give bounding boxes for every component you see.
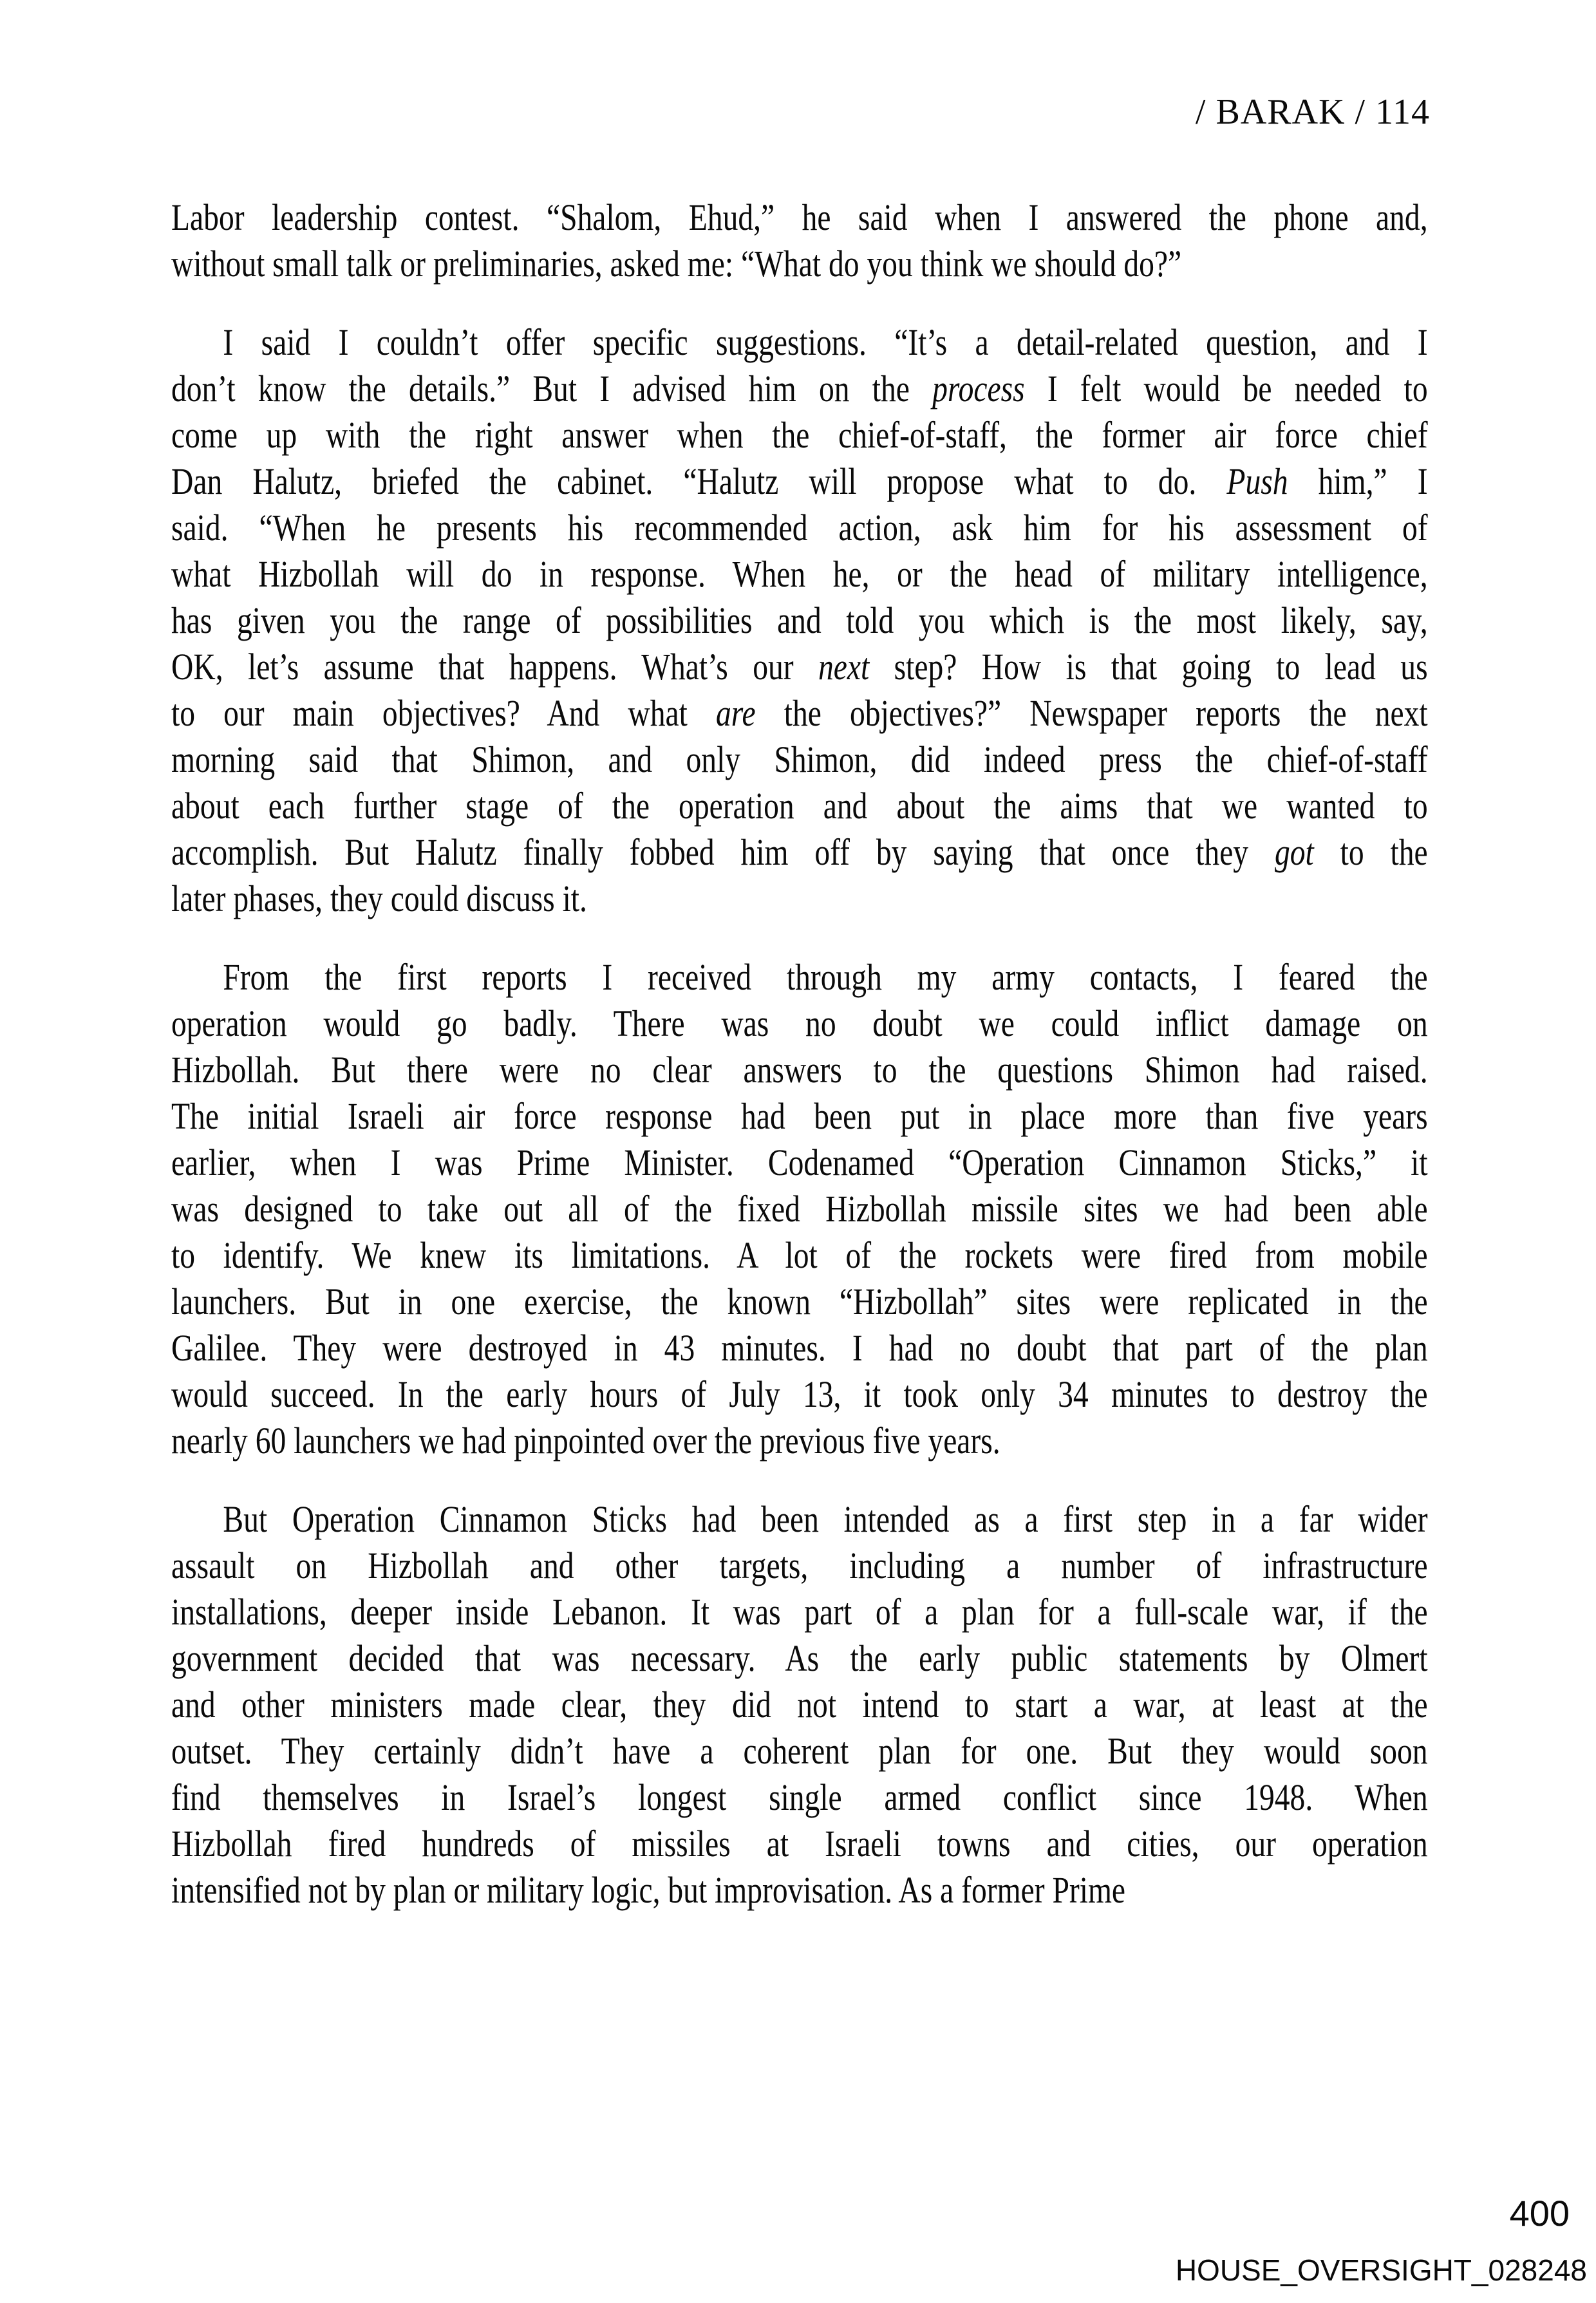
text-segment: I said I couldn’t offer specific suggestions. “It’s a detail-related question, and I bbox=[223, 321, 1428, 363]
text-line bbox=[171, 458, 1428, 505]
italic-text: process bbox=[932, 368, 1025, 409]
paragraph bbox=[171, 319, 1428, 922]
text-line bbox=[171, 644, 1428, 690]
text-segment: later phases, they could discuss it. bbox=[171, 878, 587, 919]
text-line bbox=[171, 876, 1428, 922]
text-line bbox=[171, 597, 1428, 644]
text-line bbox=[171, 1279, 1428, 1325]
running-header: / BARAK / 114 bbox=[1195, 92, 1430, 132]
text-segment: to identify. We knew its limitations. A lot of the rockets were fired from mobile bbox=[171, 1234, 1428, 1276]
text-segment: earlier, when I was Prime Minister. Codenamed “Operation Cinnamon Sticks,” it bbox=[171, 1142, 1428, 1183]
text-line bbox=[171, 551, 1428, 597]
text-line bbox=[171, 1325, 1428, 1371]
text-line bbox=[171, 1589, 1428, 1635]
text-segment: the objectives?” Newspaper reports the next bbox=[755, 692, 1428, 734]
italic-text: got bbox=[1274, 831, 1314, 873]
text-segment: what Hizbollah will do in response. When he, or the head of military intelligence, bbox=[171, 553, 1428, 595]
text-line bbox=[171, 829, 1428, 876]
text-segment: Dan Halutz, briefed the cabinet. “Halutz will propose what to do. bbox=[171, 460, 1227, 502]
paragraph bbox=[171, 1496, 1428, 1913]
text-segment: I felt would be needed to bbox=[1024, 368, 1428, 409]
paragraph bbox=[171, 954, 1428, 1464]
bates-stamp: HOUSE_OVERSIGHT_028248 bbox=[1175, 2253, 1587, 2287]
text-line bbox=[171, 1186, 1428, 1232]
text-segment: said. “When he presents his recommended action, ask him for his assessment of bbox=[171, 507, 1428, 549]
text-line bbox=[171, 1682, 1428, 1728]
text-segment: would succeed. In the early hours of July 13, it took only 34 minutes to destroy the bbox=[171, 1373, 1428, 1415]
text-line bbox=[171, 241, 1428, 287]
text-line bbox=[171, 1728, 1428, 1774]
document-body bbox=[171, 194, 1428, 1913]
text-line bbox=[171, 1047, 1428, 1093]
text-line bbox=[171, 1001, 1428, 1047]
text-segment: and other ministers made clear, they did not intend to start a war, at least at the bbox=[171, 1684, 1428, 1725]
text-line bbox=[171, 1371, 1428, 1418]
text-segment: intensified not by plan or military logic, but improvisation. As a former Prime bbox=[171, 1869, 1126, 1911]
text-line bbox=[171, 1821, 1428, 1867]
italic-text: next bbox=[818, 646, 870, 688]
text-segment: Labor leadership contest. “Shalom, Ehud,” he said when I answered the phone and, bbox=[171, 196, 1428, 238]
text-segment: morning said that Shimon, and only Shimon, did indeed press the chief-of-staff bbox=[171, 738, 1428, 780]
text-line bbox=[171, 1774, 1428, 1821]
text-segment: step? How is that going to lead us bbox=[869, 646, 1428, 688]
text-segment: assault on Hizbollah and other targets, including a number of infrastructure bbox=[171, 1545, 1428, 1586]
text-segment: nearly 60 launchers we had pinpointed over the previous five years. bbox=[171, 1420, 1000, 1462]
text-line bbox=[171, 1867, 1428, 1913]
text-segment: find themselves in Israel’s longest single armed conflict since 1948. When bbox=[171, 1776, 1428, 1818]
text-segment: OK, let’s assume that happens. What’s our bbox=[171, 646, 819, 688]
text-line bbox=[171, 1140, 1428, 1186]
italic-text: Push bbox=[1226, 460, 1288, 502]
text-segment: has given you the range of possibilities and told you which is the most likely, say, bbox=[171, 599, 1428, 641]
text-segment: him,” I bbox=[1288, 460, 1428, 502]
italic-text: are bbox=[715, 692, 756, 734]
text-line bbox=[171, 1232, 1428, 1279]
text-segment: The initial Israeli air force response had been put in place more than five years bbox=[171, 1095, 1428, 1137]
text-segment: about each further stage of the operation and about the aims that we wanted to bbox=[171, 785, 1428, 827]
text-line bbox=[171, 954, 1428, 1001]
text-segment: Hizbollah fired hundreds of missiles at Israeli towns and cities, our operation bbox=[171, 1823, 1428, 1865]
text-line bbox=[171, 412, 1428, 458]
text-line bbox=[171, 1543, 1428, 1589]
text-segment: to the bbox=[1313, 831, 1428, 873]
text-line bbox=[171, 505, 1428, 551]
page-number: 400 bbox=[1509, 2193, 1570, 2233]
text-line bbox=[171, 1418, 1428, 1464]
text-segment: launchers. But in one exercise, the known “Hizbollah” sites were replicated in the bbox=[171, 1281, 1428, 1322]
text-segment: accomplish. But Halutz finally fobbed him off by saying that once they bbox=[171, 831, 1275, 873]
text-segment: government decided that was necessary. As the early public statements by Olmert bbox=[171, 1637, 1428, 1679]
text-segment: operation would go badly. There was no doubt we could inflict damage on bbox=[171, 1002, 1428, 1044]
paragraph bbox=[171, 194, 1428, 287]
text-segment: Hizbollah. But there were no clear answers to the questions Shimon had raised. bbox=[171, 1049, 1428, 1091]
text-line bbox=[171, 690, 1428, 737]
text-segment: don’t know the details.” But I advised him on the bbox=[171, 368, 933, 409]
text-segment: Galilee. They were destroyed in 43 minutes. I had no doubt that part of the plan bbox=[171, 1327, 1428, 1369]
text-segment: come up with the right answer when the chief-of-staff, the former air force chief bbox=[171, 414, 1428, 456]
text-line bbox=[171, 1496, 1428, 1543]
text-segment: was designed to take out all of the fixed Hizbollah missile sites we had been able bbox=[171, 1188, 1428, 1230]
text-segment: outset. They certainly didn’t have a coherent plan for one. But they would soon bbox=[171, 1730, 1428, 1772]
text-line bbox=[171, 783, 1428, 829]
text-segment: to our main objectives? And what bbox=[171, 692, 716, 734]
text-segment: installations, deeper inside Lebanon. It was part of a plan for a full-scale war, if the bbox=[171, 1591, 1428, 1633]
text-segment: But Operation Cinnamon Sticks had been intended as a first step in a far wider bbox=[223, 1498, 1428, 1540]
text-line bbox=[171, 194, 1428, 241]
text-segment: From the first reports I received through my army contacts, I feared the bbox=[223, 956, 1428, 998]
text-line bbox=[171, 737, 1428, 783]
text-segment: without small talk or preliminaries, asked me: “What do you think we should do?” bbox=[171, 243, 1182, 285]
text-line bbox=[171, 366, 1428, 412]
text-line bbox=[171, 1093, 1428, 1140]
text-line bbox=[171, 1635, 1428, 1682]
text-line bbox=[171, 319, 1428, 366]
